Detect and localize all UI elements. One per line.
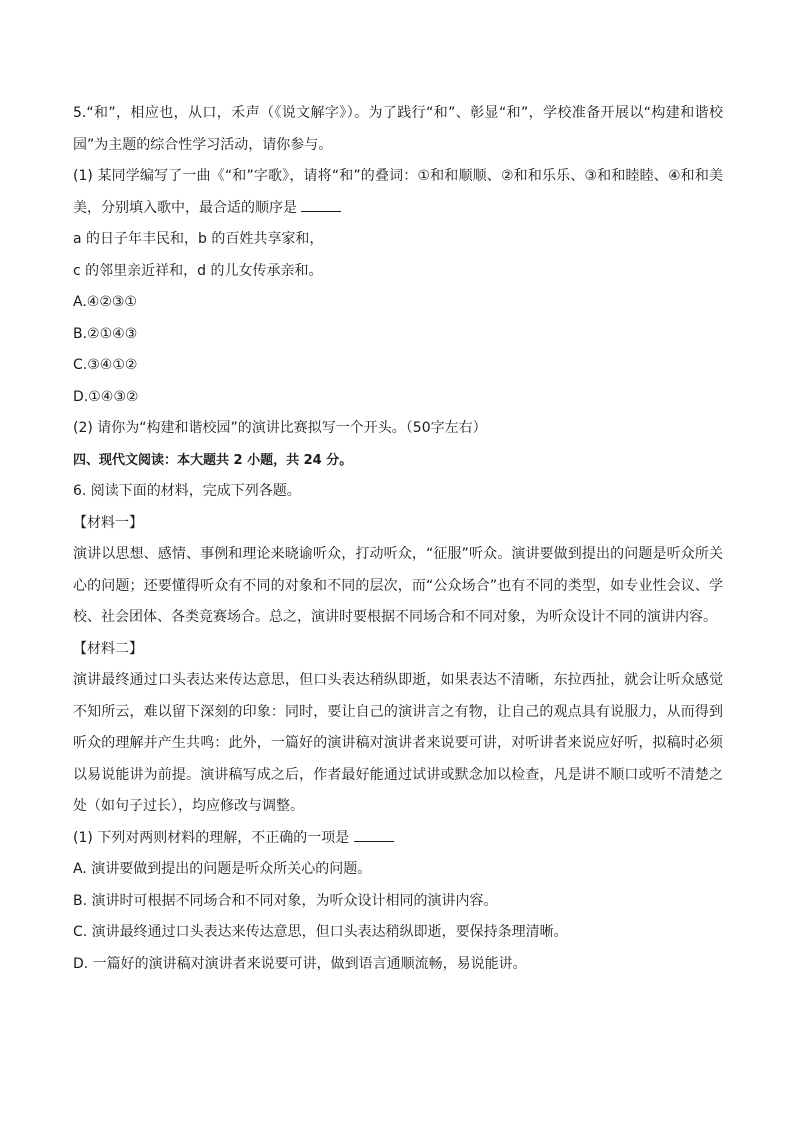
document-page [73, 100, 723, 980]
q5-option-d: D.①④③② [73, 388, 139, 405]
q5-intro [73, 98, 723, 161]
q6-sub1-text: (1) 下列对两则材料的理解，不正确的一项是 [73, 829, 350, 846]
material-1-text: 演讲以思想、感情、事例和理论来晓谕听众，打动听众，“征服”听众。演讲要做到提出的问题是听众所关心的问题；还要懂得听众有不同的对象和不同的层次，而“公众场合”也有不同的类型，如专业性会议、学校、社会团体、各类竞赛场合。总之，演讲时要根据不同场合和不同对象，为听众设计不同的演讲内容。 [73, 546, 723, 625]
q5-sub1-text: (1) 某同学编写了一曲《“和”字歌》，请将“和”的叠词：①和和顺顺、②和和乐乐、③和和睦睦、④和和美美，分别填入歌中，最合适的顺序是 [73, 168, 723, 216]
material-1-title: 【材料一】 [73, 514, 143, 531]
answer-blank[interactable] [301, 197, 341, 212]
q5-sub2: (2) 请你为“构建和谐校园”的演讲比赛拟写一个开头。（50字左右） [73, 420, 487, 436]
q5-sub1-stem [73, 161, 723, 224]
q5-intro-text: 5.“和”，相应也，从口，禾声（《说文解字》）。为了践行“和”、彰显“和”，学校准备开展以“构建和谐校园”为主题的综合性学习活动，请你参与。 [73, 105, 723, 153]
q6-intro: 6. 阅读下面的材料，完成下列各题。 [73, 483, 301, 499]
material-2-title: 【材料二】 [73, 640, 143, 657]
q5-option-c: C.③④①② [73, 357, 138, 373]
q5-option-a: A.④②③① [73, 294, 137, 310]
section-heading: 四、现代文阅读：本大题共 2 小题，共 24 分。 [73, 452, 353, 468]
q6-option-b: B. 演讲时可根据不同场合和不同对象，为听众设计相同的演讲内容。 [73, 892, 498, 909]
q6-option-a: A. 演讲要做到提出的问题是听众所关心的问题。 [73, 861, 372, 877]
q6-option-d: D. 一篇好的演讲稿对演讲者来说要可讲，做到语言通顺流畅，易说能讲。 [73, 955, 527, 972]
answer-blank[interactable] [354, 827, 394, 842]
q5-option-b: B.②①④③ [73, 325, 138, 342]
q6-sub1-stem [73, 823, 723, 855]
material-2-text: 演讲最终通过口头表达来传达意思，但口头表达稍纵即逝，如果表达不清晰，东拉西扯，就会让听众感觉不知所云，难以留下深刻的印象：同时，要让自己的演讲言之有物，让自己的观点具有说服力，从而得到听众的理解并产生共鸣：此外，一篇好的演讲稿对演讲者来说要可讲，对听讲者来说应好听，拟稿时必须以易说能讲为前提。演讲稿写成之后，作者最好能通过试讲或默念加以检查，凡是讲不顺口或听不清楚之处（如句子过长），均应修改与调整。 [73, 672, 723, 814]
q5-lyrics-1: a 的日子年丰民和，b 的百姓共享家和， [73, 231, 324, 247]
q6-option-c: C. 演讲最终通过口头表达来传达意思，但口头表达稍纵即逝，要保持条理清晰。 [73, 924, 568, 940]
q5-lyrics-2: c 的邻里亲近祥和，d 的儿女传承亲和。 [73, 262, 323, 279]
